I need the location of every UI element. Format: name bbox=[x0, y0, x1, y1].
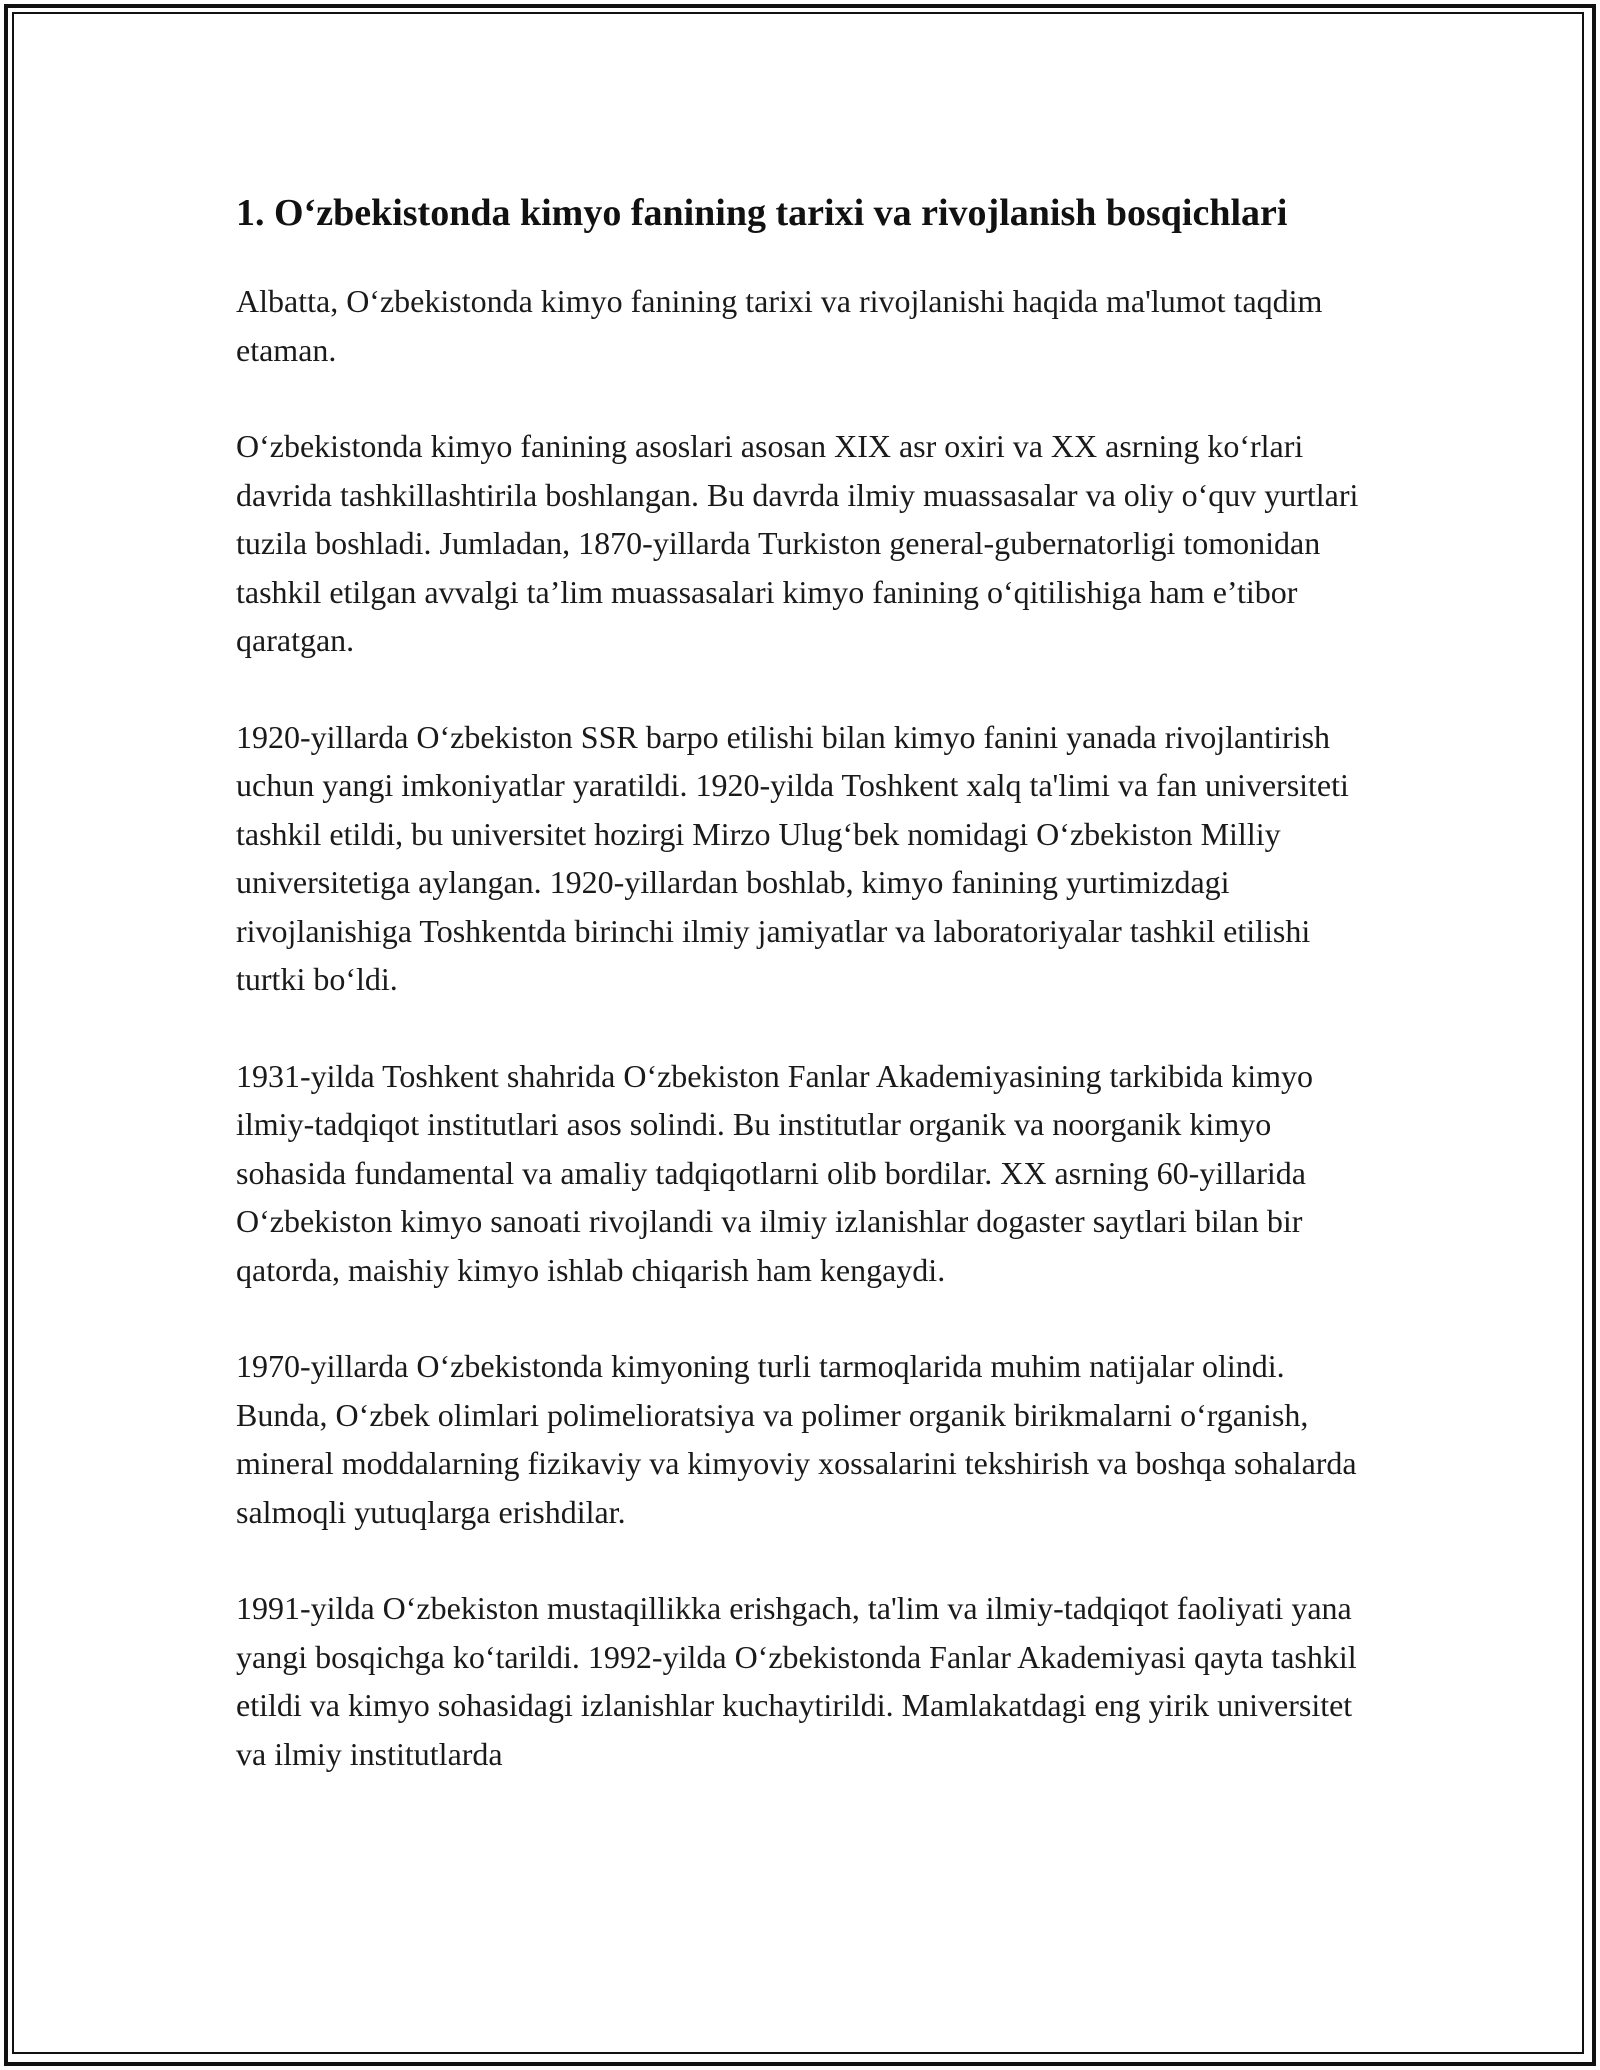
paragraph-1920s: 1920-yillarda O‘zbekiston SSR barpo etilishi bilan kimyo fanini yanada rivojlantirish uchun yangi imkoniyatlar yaratildi. 1920-yilda Toshkent xalq ta'limi va fan universiteti tashkil etildi, bu universitet hozirgi Mirzo Ulug‘bek nomidagi O‘zbekiston Milliy universitetiga aylangan. 1920-yillardan boshlab, kimyo fanining yurtimizdagi rivojlanishiga Toshkentda birinchi ilmiy jamiyatlar va laboratoriyalar tashkil etilishi turtki bo‘ldi. bbox=[236, 718, 1349, 997]
paragraph-1991: 1991-yilda O‘zbekiston mustaqillikka erishgach, ta'lim va ilmiy-tadqiqot faoliyati yana yangi bosqichga ko‘tarildi. 1992-yilda O‘zbekistonda Fanlar Akademiyasi qayta tashkil etildi va kimyo sohasidagi izlanishlar kuchaytirildi. Mamlakatdagi eng yirik universitet va ilmiy institutlarda bbox=[236, 1590, 1357, 1772]
paragraph-1931: 1931-yilda Toshkent shahrida O‘zbekiston Fanlar Akademiyasining tarkibida kimyo ilmiy-tadqiqot institutlari asos solindi. Bu institutlar organik va noorganik kimyo sohasida fundamental va amaliy tadqiqotlarni olib bordilar. XX asrning 60-yillarida O‘zbekiston kimyo sanoati rivojlandi va ilmiy izlanishlar dogaster saytlari bilan bir qatorda, maishiy kimyo ishlab chiqarish ham kengaydi. bbox=[236, 1057, 1313, 1288]
document-body bbox=[236, 186, 1376, 1826]
paragraph-intro: Albatta, O‘zbekistonda kimyo fanining tarixi va rivojlanishi haqida ma'lumot taqdim etaman. bbox=[236, 283, 1323, 368]
paragraph-1970s: 1970-yillarda O‘zbekistonda kimyoning turli tarmoqlarida muhim natijalar olindi. Bunda, O‘zbek olimlari polimelioratsiya va polimer organik birikmalarni o‘rganish, mineral moddalarning fizikaviy va kimyoviy xossalarini tekshirish va boshqa sohalarda salmoqli yutuqlarga erishdilar. bbox=[236, 1348, 1357, 1530]
paragraph-origins: O‘zbekistonda kimyo fanining asoslari asosan XIX asr oxiri va XX asrning ko‘rlari davrida tashkillashtirila boshlangan. Bu davrda ilmiy muassasalar va oliy o‘quv yurtlari tuzila boshladi. Jumladan, 1870-yillarda Turkiston general-gubernatorligi tomonidan tashkil etilgan avvalgi ta’lim muassasalari kimyo fanining o‘qitilishiga ham e’tibor qaratgan. bbox=[236, 428, 1359, 658]
document-title: 1. O‘zbekistonda kimyo fanining tarixi va rivojlanish bosqichlari bbox=[236, 192, 1288, 234]
